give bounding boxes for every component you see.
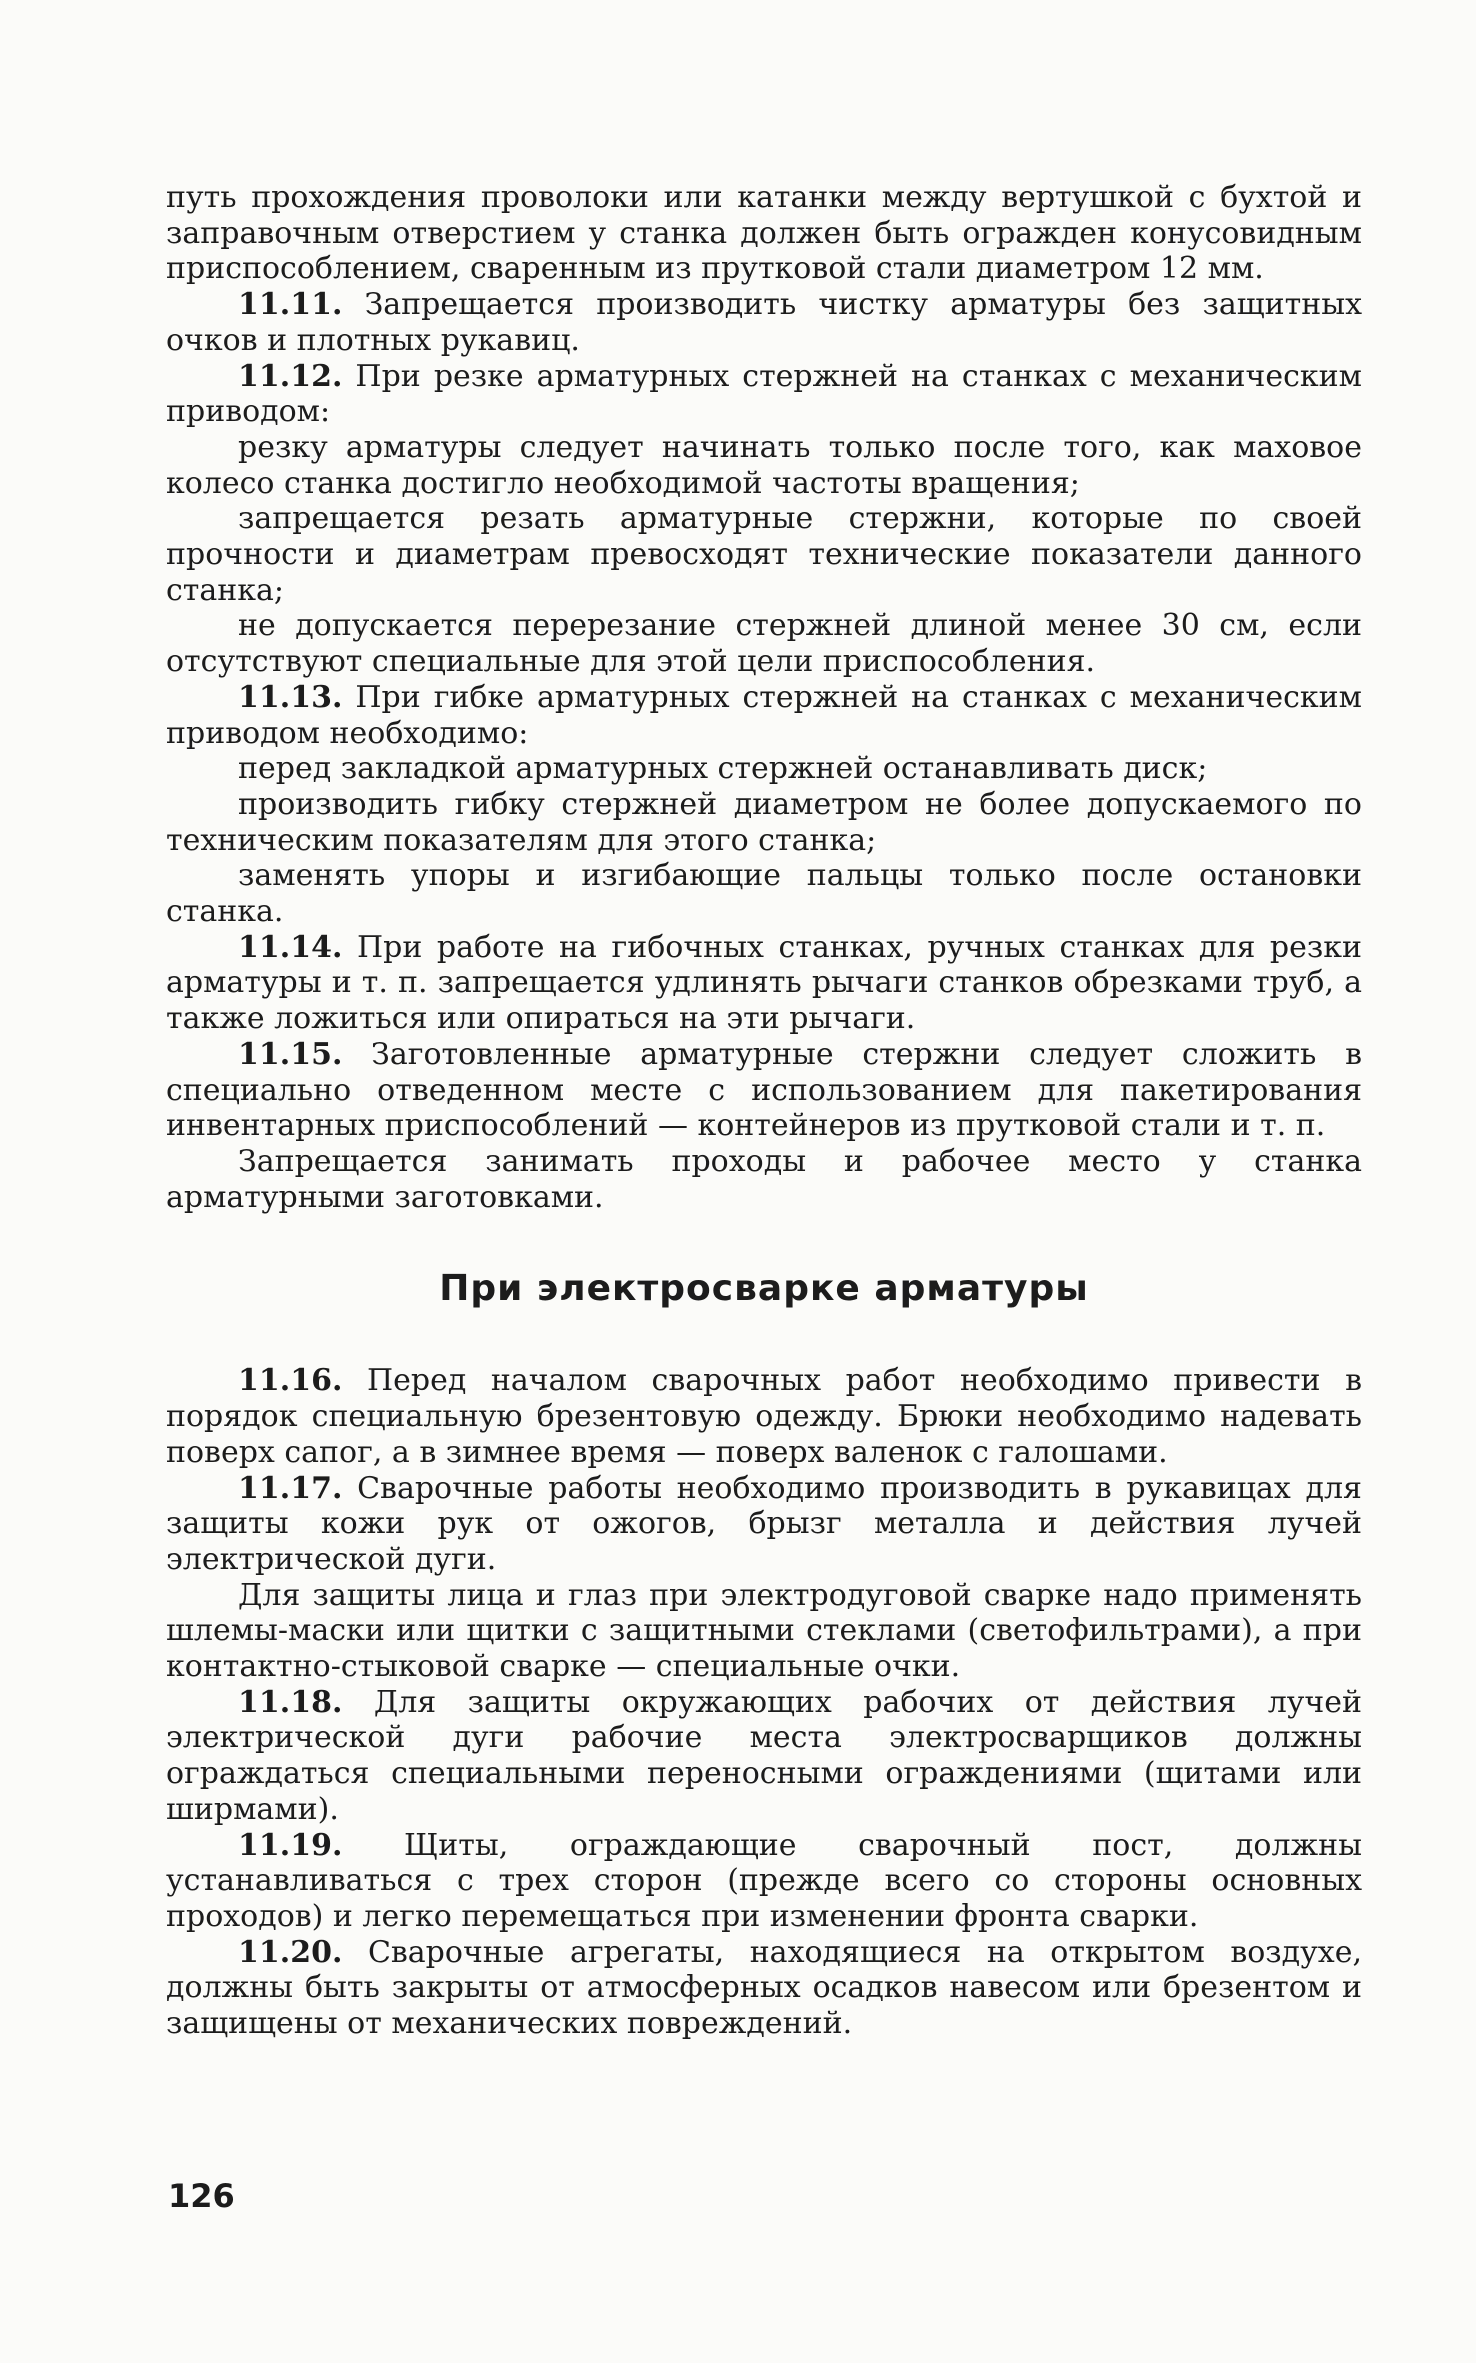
clause-number: 11.19.	[238, 1827, 343, 1863]
paragraph	[166, 858, 1362, 929]
clause-number: 11.17.	[238, 1470, 343, 1506]
section-heading: При электросварке арматуры	[439, 1268, 1089, 1310]
paragraph-text: При работе на гибочных станках, ручных станках для резки арматуры и т. п. запрещается удлинять рычаги станков обрезками труб, а также ложиться или опираться на эти рычаги.	[166, 929, 1362, 1037]
page-number: 126	[168, 2177, 235, 2215]
clause-number: 11.12.	[238, 358, 343, 394]
paragraph-text: запрещается резать арматурные стержни, которые по своей прочности и диаметрам превосходят технические показатели данного станка;	[166, 501, 1362, 608]
paragraph-text: резку арматуры следует начинать только после того, как маховое колесо станка достигло необходимой частоты вращения;	[166, 429, 1362, 501]
paragraph	[166, 787, 1362, 858]
clause-number: 11.14.	[238, 929, 343, 965]
clause-number: 11.13.	[238, 679, 343, 715]
paragraph-text: При резке арматурных стержней на станках с механическим приводом:	[166, 358, 1362, 430]
paragraph	[166, 1685, 1362, 1828]
paragraph	[166, 1935, 1362, 2042]
paragraph-text: путь прохождения проволоки или катанки между вертушкой с бухтой и заправочным отверстием у станка должен быть огражден конусовидным приспособлением, сваренным из прутковой стали диаметром 12 мм.	[166, 180, 1362, 287]
paragraph-text: заменять упоры и изгибающие пальцы только после остановки станка.	[166, 858, 1362, 930]
paragraph	[166, 180, 1362, 287]
clause-number: 11.16.	[238, 1363, 343, 1399]
paragraphs-top	[166, 180, 1362, 1215]
body-text	[166, 180, 1362, 2042]
paragraph	[166, 430, 1362, 501]
paragraph	[166, 608, 1362, 679]
paragraphs-bottom	[166, 1363, 1362, 2041]
paragraph-text: Для защиты лица и глаз при электродуговой сварке надо применять шлемы-маски или щитки с защитными стеклами (светофильтрами), а при контактно-стыковой сварке — специальные очки.	[166, 1577, 1362, 1685]
paragraph-text: Сварочные агрегаты, находящиеся на открытом воздухе, должны быть закрыты от атмосферных осадков навесом или брезентом и защищены от механических повреждений.	[166, 1934, 1362, 2042]
paragraph	[166, 1144, 1362, 1215]
paragraph-text: не допускается перерезание стержней длиной менее 30 см, если отсутствуют специальные для этой цели приспособления.	[166, 608, 1362, 680]
paragraph-text: Перед началом сварочных работ необходимо привести в порядок специальную брезентовую одежду. Брюки необходимо надевать поверх сапог, а в зимнее время — поверх валенок с галошами.	[166, 1363, 1362, 1470]
paragraph	[166, 1828, 1362, 1935]
paragraph-text: производить гибку стержней диаметром не более допускаемого по техническим показателям для этого станка;	[166, 786, 1362, 858]
paragraph-text: Запрещается занимать проходы и рабочее место у станка арматурными заготовками.	[166, 1143, 1362, 1215]
paragraph	[166, 680, 1362, 751]
paragraph	[166, 930, 1362, 1037]
paragraph-text: перед закладкой арматурных стержней останавливать диск;	[238, 751, 1208, 787]
paragraph	[166, 501, 1362, 608]
clause-number: 11.15.	[238, 1036, 343, 1072]
paragraph	[166, 359, 1362, 430]
paragraph-text: Заготовленные арматурные стержни следует сложить в специально отведенном месте с использованием для пакетирования инвентарных приспособлений — контейнеров из прутковой стали и т. п.	[166, 1036, 1362, 1144]
clause-number: 11.18.	[238, 1684, 343, 1720]
clause-number: 11.11.	[238, 287, 343, 323]
paragraph	[166, 1471, 1362, 1578]
paragraph	[166, 1037, 1362, 1144]
paragraph	[166, 1363, 1362, 1470]
paragraph-text: Щиты, ограждающие сварочный пост, должны устанавливаться с трех сторон (прежде всего со стороны основных проходов) и легко перемещаться при изменении фронта сварки.	[166, 1827, 1362, 1934]
paragraph-text: При гибке арматурных стержней на станках с механическим приводом необходимо:	[166, 679, 1362, 751]
paragraph	[166, 751, 1362, 787]
paragraph-text: Запрещается производить чистку арматуры без защитных очков и плотных рукавиц.	[166, 287, 1362, 358]
paragraph	[166, 1578, 1362, 1685]
paragraph-text: Сварочные работы необходимо производить в рукавицах для защиты кожи рук от ожогов, брызг металла и действия лучей электрической дуги.	[166, 1470, 1362, 1577]
clause-number: 11.20.	[238, 1934, 343, 1970]
paragraph	[166, 287, 1362, 358]
paragraph-text: Для защиты окружающих рабочих от действия лучей электрической дуги рабочие места электросварщиков должны ограждаться специальными переносными ограждениями (щитами или ширмами).	[166, 1684, 1362, 1827]
